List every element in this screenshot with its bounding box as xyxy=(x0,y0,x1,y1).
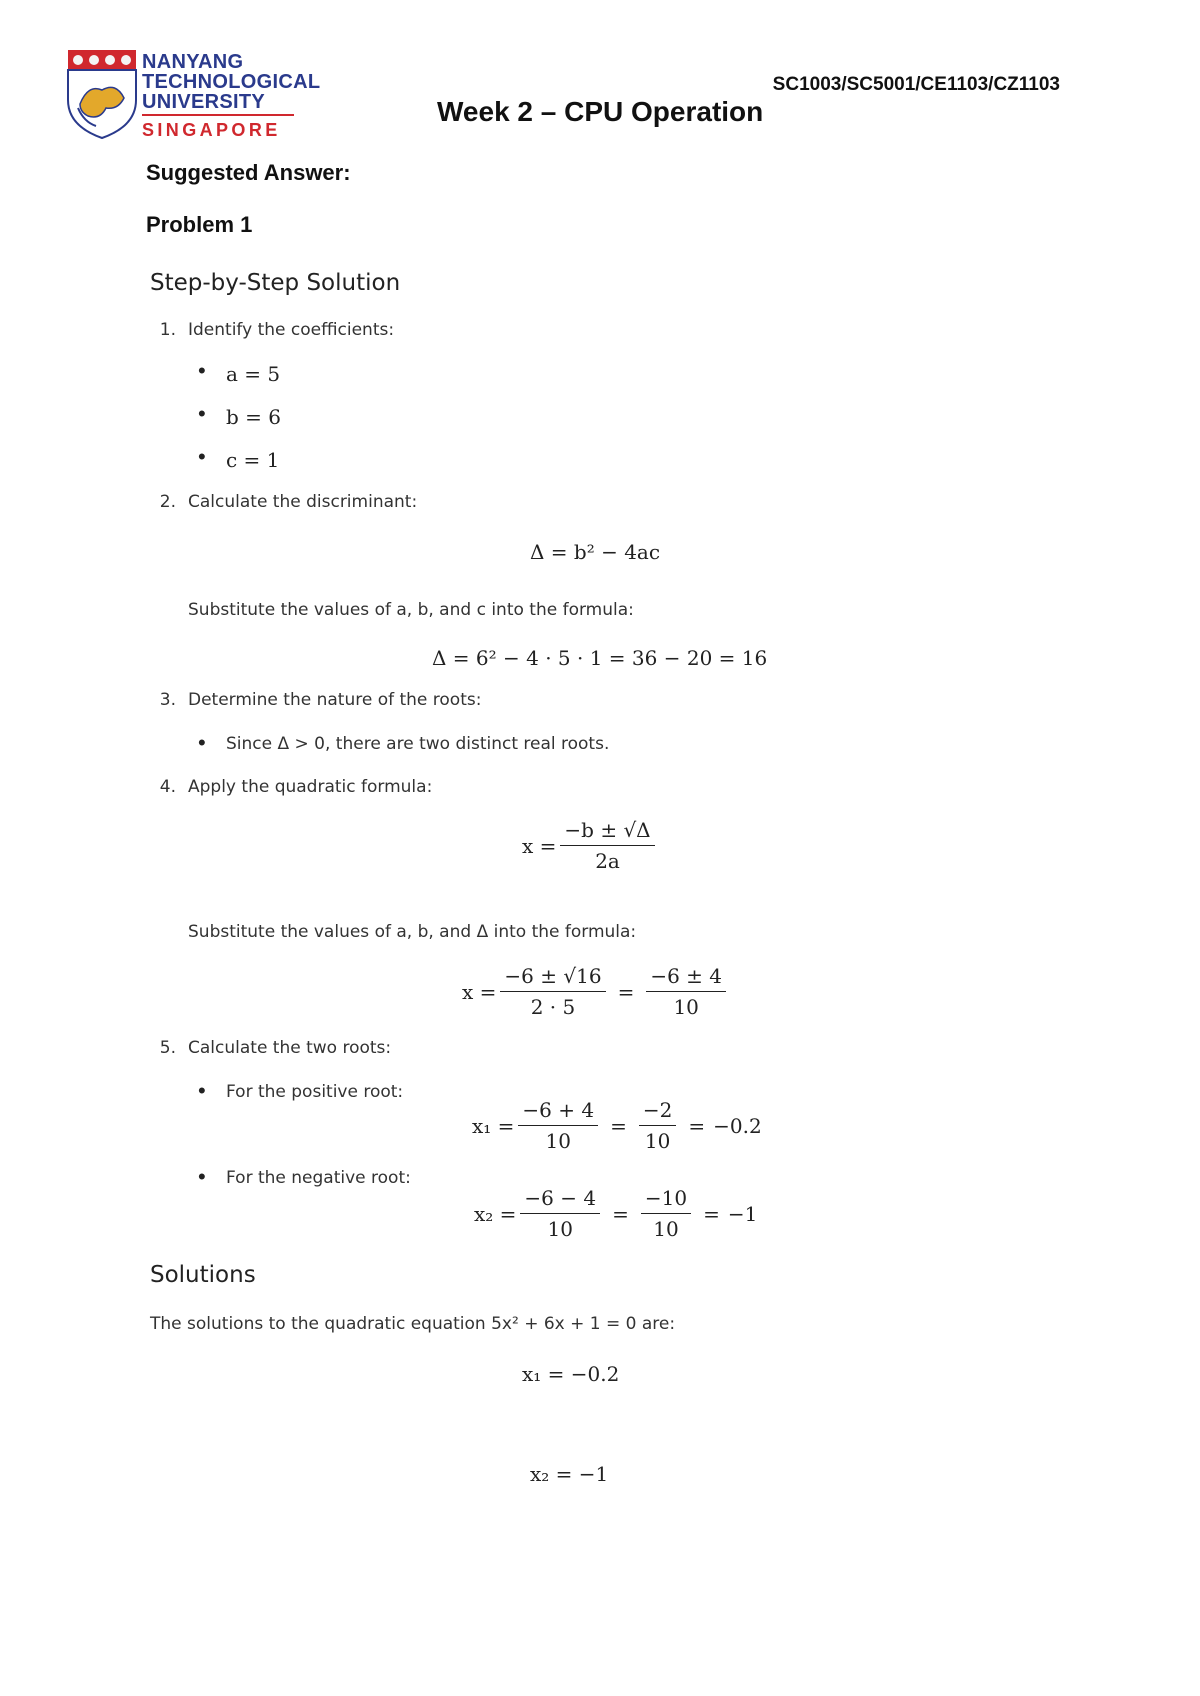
x1-value: −0.2 xyxy=(713,1113,762,1138)
bullet-icon: • xyxy=(198,1078,206,1103)
substitution-lhs: x = xyxy=(462,979,497,1004)
equals-sign: = xyxy=(703,1201,720,1226)
bullet-icon: • xyxy=(198,358,206,383)
negative-root-equation xyxy=(474,1186,757,1241)
equals-sign: = xyxy=(688,1113,706,1138)
nature-of-roots: Since Δ > 0, there are two distinct real roots. xyxy=(226,734,610,754)
quadratic-substitute-text: Substitute the values of a, b, and Δ into the formula: xyxy=(188,922,637,942)
step-number-5: 5. xyxy=(159,1038,176,1058)
bullet-icon: • xyxy=(198,401,206,426)
equals-sign: = xyxy=(612,1201,629,1226)
step-label-3: Determine the nature of the roots: xyxy=(188,690,482,710)
step-number-1: 1. xyxy=(159,320,176,340)
x2-denominator-2: 10 xyxy=(653,1217,679,1241)
page-title: Week 2 – CPU Operation xyxy=(437,96,764,127)
quadratic-substitution xyxy=(462,964,730,1019)
logo-rule xyxy=(142,114,294,116)
discriminant-substitute-text: Substitute the values of a, b, and c into the formula: xyxy=(188,600,634,620)
logo-text xyxy=(142,52,320,140)
coefficient-b: b = 6 xyxy=(226,405,281,429)
x2-fraction-2 xyxy=(641,1186,691,1241)
bullet-icon: • xyxy=(198,444,206,469)
positive-root-label: For the positive root: xyxy=(226,1082,404,1102)
solutions-text: The solutions to the quadratic equation 5x² + 6x + 1 = 0 are: xyxy=(150,1314,676,1334)
x1-denominator-1: 10 xyxy=(545,1129,571,1153)
logo-line-2: TECHNOLOGICAL xyxy=(142,71,321,93)
bullet-icon: • xyxy=(198,730,206,755)
x2-numerator-2: −10 xyxy=(641,1186,691,1214)
coefficient-c: c = 1 xyxy=(226,448,280,472)
substitution-denominator-2: 10 xyxy=(673,995,699,1019)
x2-fraction-1 xyxy=(520,1186,600,1241)
step-label-1: Identify the coefficients: xyxy=(188,320,395,340)
solutions-heading: Solutions xyxy=(150,1262,256,1288)
quadratic-lhs: x = xyxy=(522,833,557,858)
university-logo xyxy=(66,48,321,140)
x1-lhs: x₁ = xyxy=(472,1113,515,1138)
suggested-answer-heading: Suggested Answer: xyxy=(146,160,351,185)
step-number-3: 3. xyxy=(159,690,176,710)
step-label-5: Calculate the two roots: xyxy=(188,1038,392,1058)
x2-denominator-1: 10 xyxy=(547,1217,573,1241)
logo-line-3: UNIVERSITY xyxy=(142,91,266,113)
logo-country: SINGAPORE xyxy=(142,120,281,140)
substitution-numerator-1: −6 ± √16 xyxy=(500,964,605,992)
step-by-step-heading: Step-by-Step Solution xyxy=(150,270,401,296)
discriminant-formula: Δ = b² − 4ac xyxy=(530,540,661,564)
quadratic-numerator: −b ± √Δ xyxy=(560,818,654,846)
solution-x2: x₂ = −1 xyxy=(530,1462,609,1486)
equals-sign: = xyxy=(610,1113,627,1138)
problem-heading: Problem 1 xyxy=(146,212,253,237)
step-label-2: Calculate the discriminant: xyxy=(188,492,418,512)
x1-denominator-2: 10 xyxy=(644,1129,671,1153)
quadratic-fraction xyxy=(560,818,654,873)
substitution-denominator-1: 2 · 5 xyxy=(530,995,576,1019)
x1-fraction-1 xyxy=(518,1098,598,1153)
quadratic-denominator: 2a xyxy=(595,849,620,873)
x2-lhs: x₂ = xyxy=(474,1201,517,1226)
course-code: SC1003/SC5001/CE1103/CZ1103 xyxy=(772,74,1060,95)
negative-root-label: For the negative root: xyxy=(226,1168,411,1188)
quadratic-formula xyxy=(522,818,659,873)
coefficient-a: a = 5 xyxy=(226,362,281,386)
solution-x1: x₁ = −0.2 xyxy=(522,1362,620,1386)
substitution-fraction-1 xyxy=(500,964,605,1019)
x2-value: −1 xyxy=(727,1201,758,1226)
step-number-2: 2. xyxy=(159,492,176,512)
crest-icon xyxy=(66,48,138,140)
x2-numerator-1: −6 − 4 xyxy=(520,1186,600,1214)
step-number-4: 4. xyxy=(159,777,176,797)
positive-root-equation xyxy=(472,1098,762,1153)
x1-numerator-1: −6 + 4 xyxy=(518,1098,598,1126)
bullet-icon: • xyxy=(198,1164,206,1189)
substitution-fraction-2 xyxy=(646,964,726,1019)
x1-fraction-2 xyxy=(639,1098,676,1153)
logo-line-1: NANYANG xyxy=(142,51,244,73)
discriminant-computation: Δ = 6² − 4 · 5 · 1 = 36 − 20 = 16 xyxy=(432,646,768,670)
step-label-4: Apply the quadratic formula: xyxy=(188,777,433,797)
substitution-numerator-2: −6 ± 4 xyxy=(646,964,726,992)
x1-numerator-2: −2 xyxy=(639,1098,676,1126)
equals-sign: = xyxy=(617,979,635,1004)
